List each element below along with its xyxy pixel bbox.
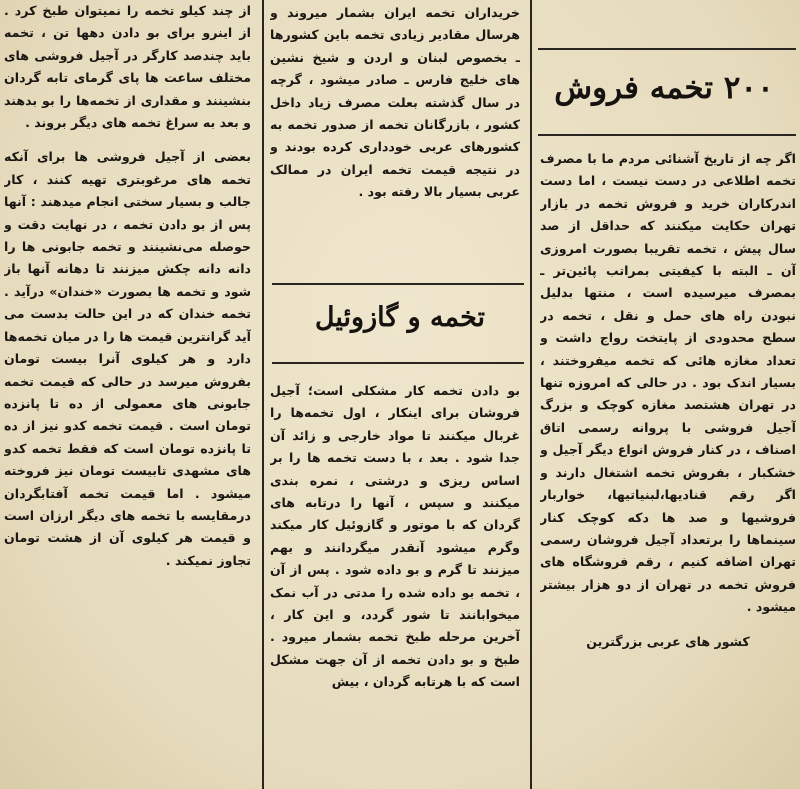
article-column-mid-top [270, 2, 520, 262]
paragraph: خریداران تخمه ایران بشمار میروند و هرسال مقادیر زیادی تخمه باین کشورها ـ بخصوص لبنان و اردن و شیخ نشین های خلیج فارس ـ صادر میشود ، گرچه در سال گذشته بعلت مصرف زیاد داخل کشور ، بازرگانان تخمه از صدور تخمه به کشورهای عربی خودداری کرده بودند و در نتیجه قیمت تخمه ایران در ممالک عربی بسیار بالا رفته بود . [270, 5, 520, 200]
headline-rule-bottom [272, 362, 524, 364]
column-divider [262, 0, 264, 789]
article-column-left [4, 0, 251, 789]
article-column-mid-bottom [270, 380, 520, 789]
paragraph: کشور های عربی بزرگترین [586, 633, 750, 649]
headline-rule-bottom [538, 134, 796, 136]
paragraph: اگر چه از تاریخ آشنائی مردم ما با مصرف تخمه اطلاعی در دست نیست ، اما دست اندرکاران خرید و فروش تخمه در بازار تهران حکایت میکنند که حداقل از صد سال پیش ، تخمه تقریبا بصورت امروزی آن ـ البته با کیفیتی بمراتب پائین‌تر ـ بمصرف میرسیده است ، منتها بدلیل نبودن راه های حمل و نقل ، تخمه در سطح محدودی از پایتخت رواج داشت و تعداد مغازه هائی که تخمه میفروختند ، بسیار اندک بود . در حالی که امروزه تنها در تهران هشتصد مغازه کوچک و بزرگ آجیل فروشی با پروانه رسمی اتاق اصناف ، در کنار فروش انواع دیگر آجیل و خشکبار ، بفروش تخمه اشتغال دارند و اگر رقم قنادیها،لبنیاتیها، خواربار فروشیها و صد ها دکه کوچک کنار سینماها را برتعداد آجیل فروشان رسمی تهران اضافه کنیم ، رقم فروشگاه های فروش تخمه در تهران از دو هزار بیشتر میشود . [540, 151, 796, 615]
article-column-right [540, 148, 796, 789]
section-headline-right: ۲۰۰ تخمه فروش [554, 70, 774, 106]
headline-rule-top [538, 48, 796, 50]
paragraph: از چند کیلو تخمه را نمیتوان طبخ کرد . از اینرو برای بو دادن دهها تن ، تخمه باید چندصد کارگر در آجیل فروشی های مختلف ساعت ها پای گرمای تابه گردان بنشینند و مقداری از تخمه‌ها را بو بدهند و بعد به سراغ تخمه های دیگر بروند . [4, 3, 251, 131]
column-divider [530, 0, 532, 789]
paragraph: بو دادن تخمه کار مشکلی است؛ آجیل فروشان برای اینکار ، اول تخمه‌ها را غربال میکنند تا مواد خارجی و زائد آن جدا شود . بعد ، با دست تخمه ها را بر اساس ریزی و درشتی ، نمره بندی میکنند و سپس ، آنها را درتابه های گردان که با موتور و گازوئیل کار میکند وگرم میشود آنقدر میگردانند و بهم میزنند تا گرم و بو داده شود . پس از آن ، تخمه بو داده شده را مدتی در آب نمک میخوابانند تا شور گردد، و این کار ، آخرین مرحله طبخ تخمه بشمار میرود . طبخ و بو دادن تخمه از آن جهت مشکل است که با هرتابه گردان ، بیش [270, 383, 520, 690]
paragraph: بعضی از آجیل فروشی ها برای آنکه تخمه های مرغوبتری تهیه کنند ، کار جالب و بسیار سختی انجام میدهند : آنها پس از بو دادن تخمه ، در نهایت دقت و حوصله می‌نشینند و تخمه جابونی ها را دانه دانه چکش میزنند تا دهانه آنها باز شود و تخمه ها بصورت «خندان» درآید . تخمه خندان که در این حالت بدست می آید گرانترین قیمت ها را در میان تخمه‌ها دارد و هر کیلوی آنرا بیست تومان بفروش میرسد در حالی که قیمت تخمه جابونی های معمولی از ده تا پانزده تومان است . قیمت تخمه کدو نیز از ده تا پانزده تومان است که فقط تخمه کدو های مشهدی تابیست تومان نیز فروخته میشود . اما قیمت تخمه آفتابگردان درمقایسه با تخمه های دیگر ارزان است و قیمت هر کیلوی آن از هشت تومان تجاوز نمیکند . [4, 149, 251, 568]
headline-rule-top [272, 283, 524, 285]
section-headline-mid: تخمه و گازوئیل [314, 302, 486, 333]
